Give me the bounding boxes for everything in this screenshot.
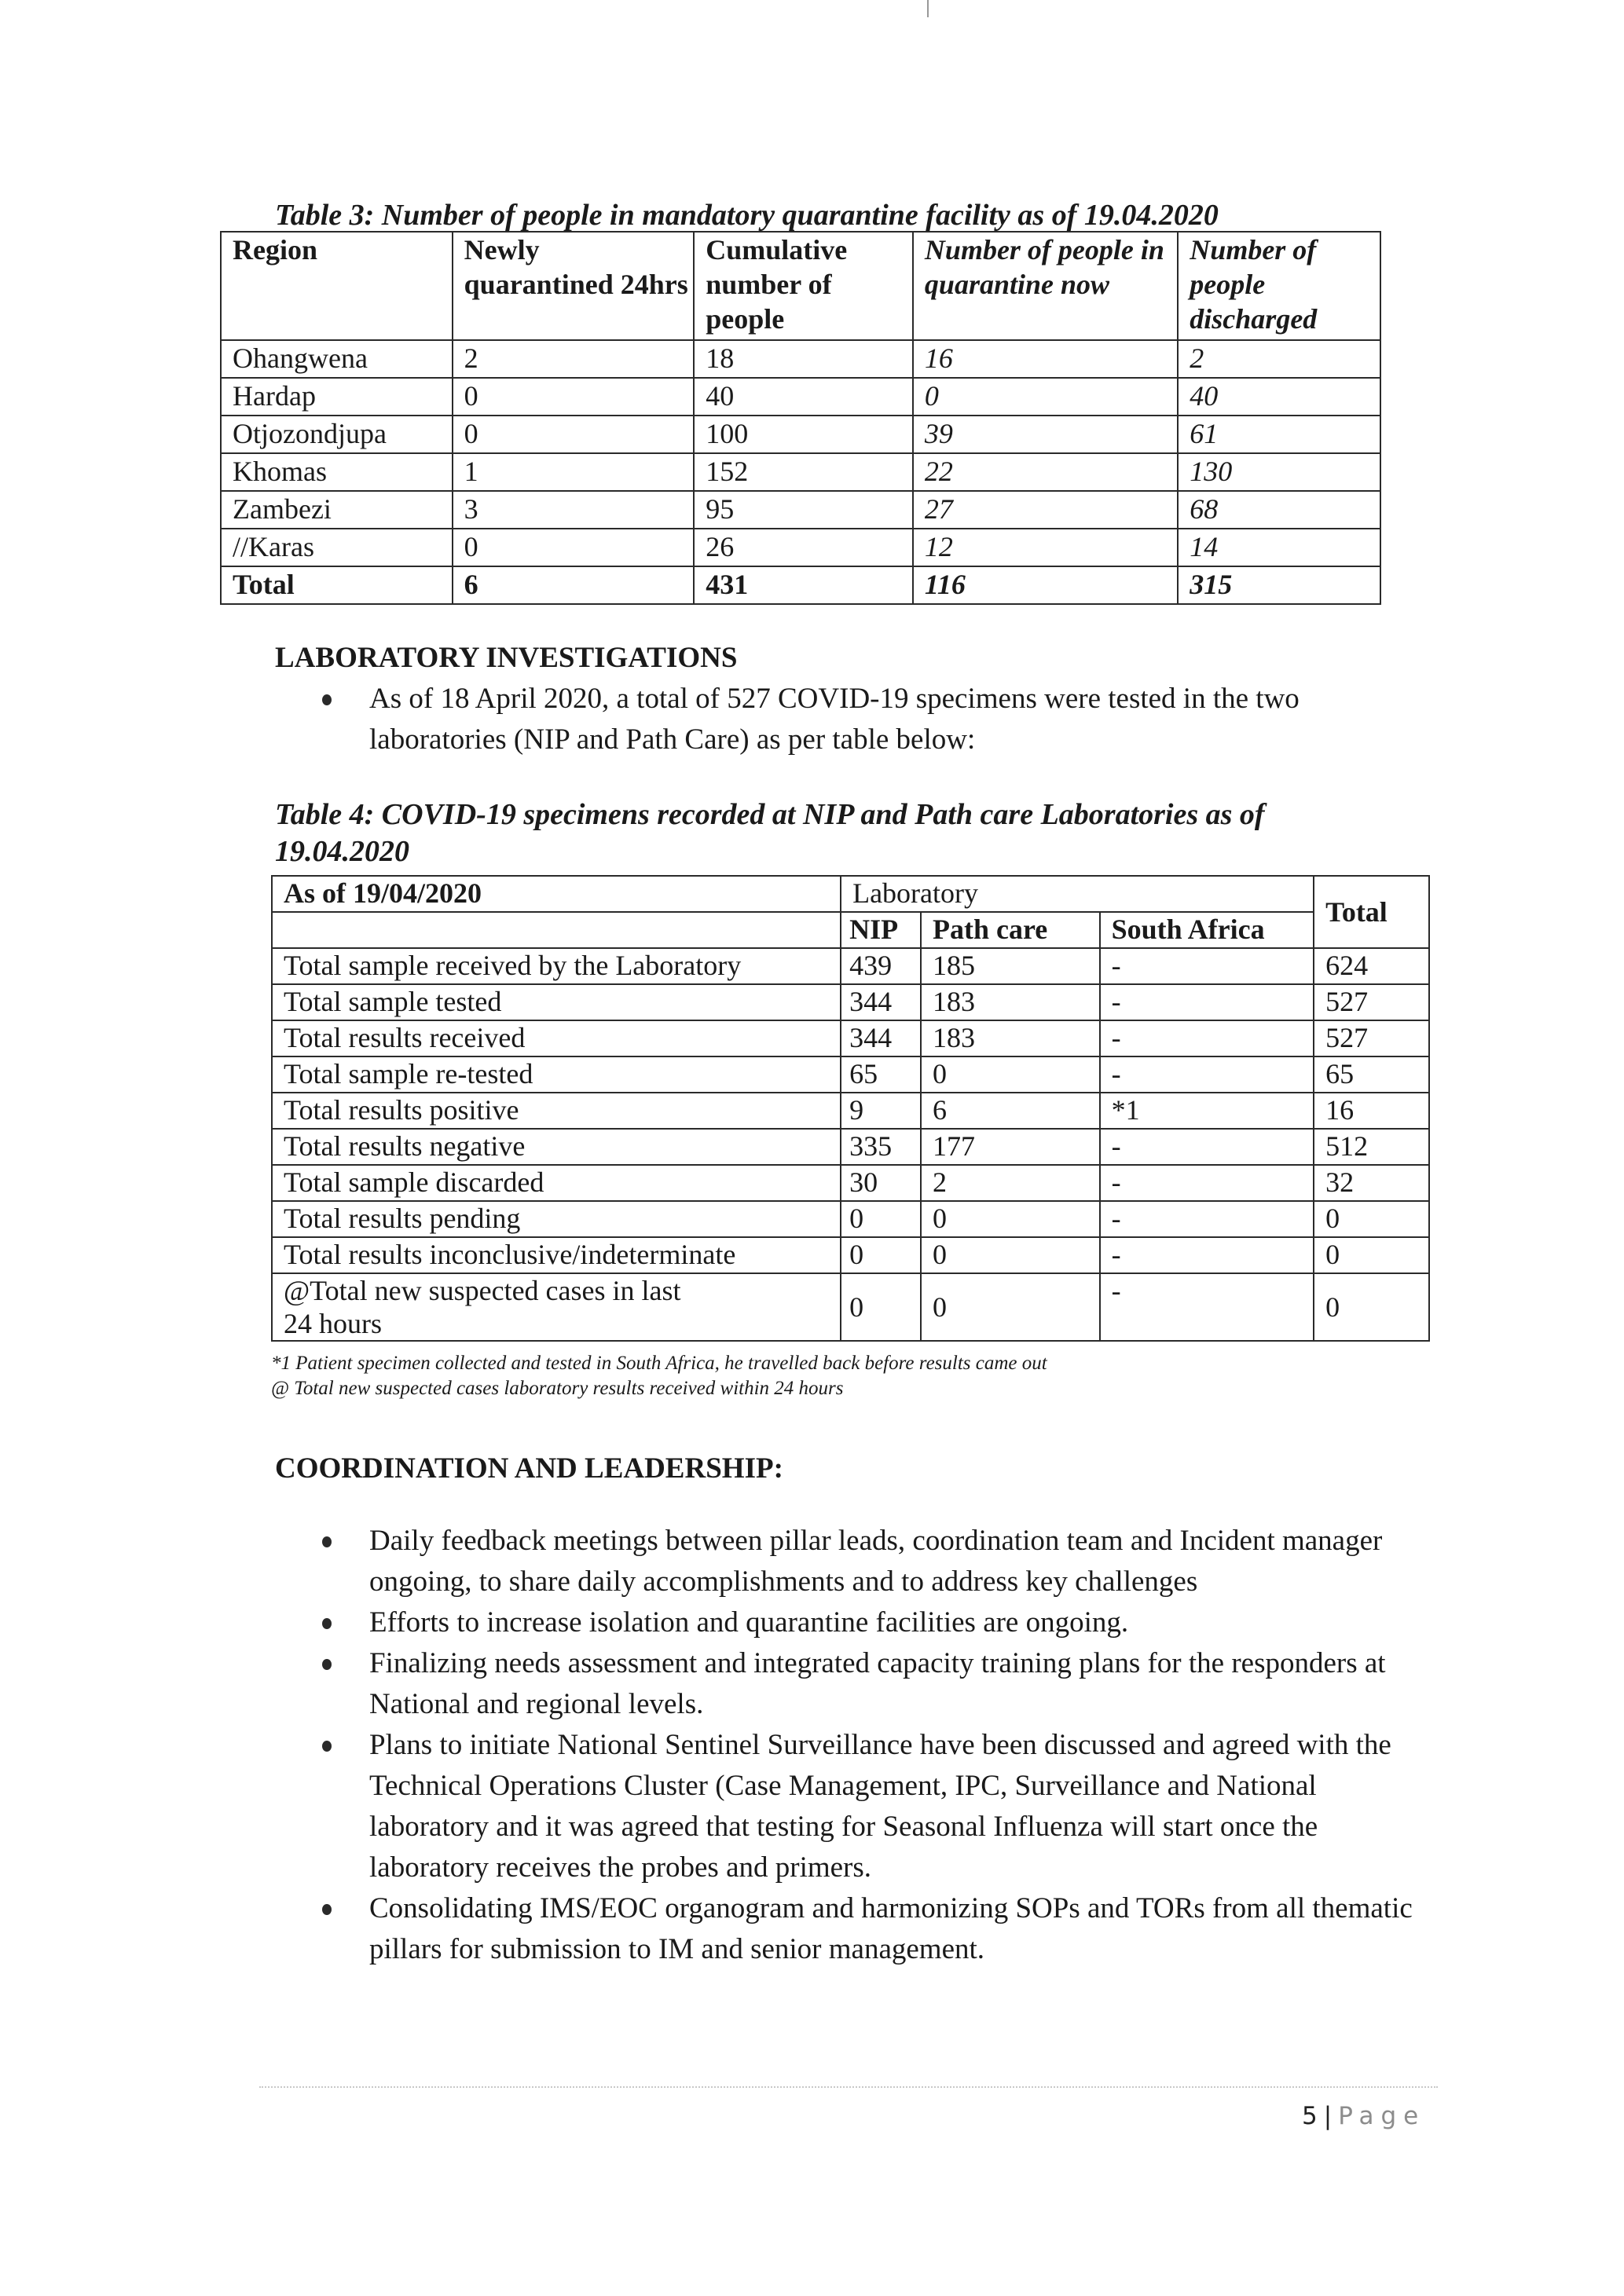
footnote-at: @ Total new suspected cases laboratory results received within 24 hours xyxy=(271,1378,844,1399)
list-item xyxy=(275,1725,1438,1888)
bullet-icon xyxy=(322,1618,332,1629)
nip-cell: 9 xyxy=(841,1093,921,1129)
newly-cell: 0 xyxy=(453,416,695,453)
newly-cell: 0 xyxy=(453,529,695,566)
path-care-cell: 0 xyxy=(921,1201,1100,1237)
nip-cell: 335 xyxy=(841,1129,921,1165)
total-in-quarantine: 116 xyxy=(913,566,1178,604)
row-label: Total results negative xyxy=(272,1129,841,1165)
header-as-of: As of 19/04/2020 xyxy=(272,876,841,912)
quarantine-table xyxy=(220,231,1381,605)
lab-bullets xyxy=(275,679,1391,760)
nip-cell: 65 xyxy=(841,1056,921,1093)
region-cell: Zambezi xyxy=(221,491,453,529)
table-row xyxy=(221,340,1380,378)
total-cell: 0 xyxy=(1314,1237,1429,1273)
bullet-icon xyxy=(322,1904,332,1915)
path-care-cell: 185 xyxy=(921,948,1100,984)
total-cell: 0 xyxy=(1314,1201,1429,1237)
table-row xyxy=(272,948,1429,984)
nip-cell: 344 xyxy=(841,1020,921,1056)
col-header-region: Region xyxy=(221,232,453,340)
region-cell: //Karas xyxy=(221,529,453,566)
header-empty xyxy=(272,912,841,948)
header-path-care: Path care xyxy=(921,912,1100,948)
path-care-cell: 6 xyxy=(921,1093,1100,1129)
row-label: Total results received xyxy=(272,1020,841,1056)
bullet-text: Plans to initiate National Sentinel Surveillance have been discussed and agreed with the Technical Operations Cluster (Case Management, IPC, Surveillance and National laboratory and it was agreed that testing for Seasonal Influenza will start once the laboratory receives the probes and primers. xyxy=(369,1729,1391,1884)
south-africa-cell: - xyxy=(1100,1273,1314,1341)
header-south-africa: South Africa xyxy=(1100,912,1314,948)
in-quarantine-cell: 12 xyxy=(913,529,1178,566)
in-quarantine-cell: 0 xyxy=(913,378,1178,416)
discharged-cell: 14 xyxy=(1178,529,1380,566)
table-row xyxy=(272,1093,1429,1129)
nip-cell: 30 xyxy=(841,1165,921,1201)
newly-cell: 0 xyxy=(453,378,695,416)
row-label: @Total new suspected cases in last 24 hours xyxy=(272,1273,841,1341)
table-row xyxy=(272,1020,1429,1056)
table-row xyxy=(272,1056,1429,1093)
total-label: Total xyxy=(221,566,453,604)
table4-caption-line2: 19.04.2020 xyxy=(275,835,409,868)
south-africa-cell: - xyxy=(1100,1165,1314,1201)
bullet-text: Consolidating IMS/EOC organogram and harmonizing SOPs and TORs from all thematic pillars for submission to IM and senior management. xyxy=(369,1892,1413,1965)
table-row xyxy=(272,1129,1429,1165)
list-item xyxy=(275,679,1391,760)
col-header-newly: Newly quarantined 24hrs xyxy=(453,232,695,340)
discharged-cell: 68 xyxy=(1178,491,1380,529)
discharged-cell: 40 xyxy=(1178,378,1380,416)
total-cell: 624 xyxy=(1314,948,1429,984)
south-africa-cell: - xyxy=(1100,1020,1314,1056)
path-care-cell: 2 xyxy=(921,1165,1100,1201)
bullet-text: Efforts to increase isolation and quarantine facilities are ongoing. xyxy=(369,1606,1129,1639)
path-care-cell: 0 xyxy=(921,1056,1100,1093)
table-row xyxy=(221,529,1380,566)
region-cell: Otjozondjupa xyxy=(221,416,453,453)
table-row xyxy=(272,1237,1429,1273)
table-subheader-row xyxy=(272,912,1429,948)
table-row xyxy=(221,491,1380,529)
newly-cell: 3 xyxy=(453,491,695,529)
table-header-row xyxy=(221,232,1380,340)
table-row xyxy=(272,1165,1429,1201)
total-cell: 527 xyxy=(1314,1020,1429,1056)
nip-cell: 0 xyxy=(841,1237,921,1273)
list-item xyxy=(275,1521,1438,1602)
lab-specimens-table xyxy=(271,875,1430,1342)
total-cell: 527 xyxy=(1314,984,1429,1020)
nip-cell: 439 xyxy=(841,948,921,984)
bullet-icon xyxy=(322,1741,332,1752)
table-row xyxy=(221,453,1380,491)
bullet-icon xyxy=(322,1659,332,1670)
footer-divider xyxy=(259,2086,1438,2088)
list-item xyxy=(275,1888,1438,1970)
discharged-cell: 130 xyxy=(1178,453,1380,491)
table-row xyxy=(272,1273,1429,1341)
row-label: Total sample received by the Laboratory xyxy=(272,948,841,984)
south-africa-cell: - xyxy=(1100,1237,1314,1273)
in-quarantine-cell: 22 xyxy=(913,453,1178,491)
total-cell: 512 xyxy=(1314,1129,1429,1165)
lab-heading: LABORATORY INVESTIGATIONS xyxy=(275,642,738,674)
cumulative-cell: 40 xyxy=(694,378,913,416)
discharged-cell: 2 xyxy=(1178,340,1380,378)
row-label: Total results inconclusive/indeterminate xyxy=(272,1237,841,1273)
south-africa-cell: - xyxy=(1100,948,1314,984)
row-label: Total sample re-tested xyxy=(272,1056,841,1093)
row-label: Total results positive xyxy=(272,1093,841,1129)
row-label: Total results pending xyxy=(272,1201,841,1237)
total-cell: 0 xyxy=(1314,1273,1429,1341)
path-care-cell: 183 xyxy=(921,1020,1100,1056)
table-row xyxy=(221,416,1380,453)
nip-cell: 344 xyxy=(841,984,921,1020)
table3-caption: Table 3: Number of people in mandatory quarantine facility as of 19.04.2020 xyxy=(275,199,1219,232)
path-care-cell: 0 xyxy=(921,1237,1100,1273)
total-row xyxy=(221,566,1380,604)
region-cell: Khomas xyxy=(221,453,453,491)
col-header-cumulative: Cumulative number of people xyxy=(694,232,913,340)
total-cell: 32 xyxy=(1314,1165,1429,1201)
total-cell: 65 xyxy=(1314,1056,1429,1093)
total-cumulative: 431 xyxy=(694,566,913,604)
coordination-bullets xyxy=(275,1521,1438,1970)
col-header-discharged: Number of people discharged xyxy=(1178,232,1380,340)
page-label: Page xyxy=(1338,2102,1426,2130)
table-row xyxy=(221,378,1380,416)
cumulative-cell: 26 xyxy=(694,529,913,566)
bullet-text: Finalizing needs assessment and integrated capacity training plans for the responders at National and regional levels. xyxy=(369,1647,1386,1720)
path-care-cell: 177 xyxy=(921,1129,1100,1165)
nip-cell: 0 xyxy=(841,1273,921,1341)
in-quarantine-cell: 16 xyxy=(913,340,1178,378)
cumulative-cell: 152 xyxy=(694,453,913,491)
header-laboratory: Laboratory xyxy=(841,876,1314,912)
newly-cell: 2 xyxy=(453,340,695,378)
south-africa-cell: - xyxy=(1100,984,1314,1020)
table-row xyxy=(272,1201,1429,1237)
table-header-row xyxy=(272,876,1429,912)
header-total: Total xyxy=(1314,876,1429,948)
list-item xyxy=(275,1643,1438,1725)
page-number-value: 5 xyxy=(1302,2102,1318,2130)
scan-mark xyxy=(927,0,929,17)
region-cell: Ohangwena xyxy=(221,340,453,378)
nip-cell: 0 xyxy=(841,1201,921,1237)
row-label: Total sample discarded xyxy=(272,1165,841,1201)
coordination-heading: COORDINATION AND LEADERSHIP: xyxy=(275,1452,783,1485)
page-number xyxy=(1302,2102,1425,2130)
south-africa-cell: - xyxy=(1100,1129,1314,1165)
in-quarantine-cell: 39 xyxy=(913,416,1178,453)
newly-cell: 1 xyxy=(453,453,695,491)
page-separator: | xyxy=(1323,2102,1333,2130)
total-discharged: 315 xyxy=(1178,566,1380,604)
path-care-cell: 183 xyxy=(921,984,1100,1020)
region-cell: Hardap xyxy=(221,378,453,416)
south-africa-cell: - xyxy=(1100,1056,1314,1093)
table4-caption-line1: Table 4: COVID-19 specimens recorded at NIP and Path care Laboratories as of xyxy=(275,798,1265,831)
south-africa-cell: *1 xyxy=(1100,1093,1314,1129)
path-care-cell: 0 xyxy=(921,1273,1100,1341)
bullet-text: Daily feedback meetings between pillar leads, coordination team and Incident manager ongoing, to share daily accomplishments and to address key challenges xyxy=(369,1525,1383,1598)
total-newly: 6 xyxy=(453,566,695,604)
cumulative-cell: 95 xyxy=(694,491,913,529)
discharged-cell: 61 xyxy=(1178,416,1380,453)
in-quarantine-cell: 27 xyxy=(913,491,1178,529)
south-africa-cell: - xyxy=(1100,1201,1314,1237)
footnote-star: *1 Patient specimen collected and tested in South Africa, he travelled back before results came out xyxy=(271,1353,1047,1374)
cumulative-cell: 100 xyxy=(694,416,913,453)
total-cell: 16 xyxy=(1314,1093,1429,1129)
bullet-icon xyxy=(322,694,332,705)
bullet-icon xyxy=(322,1536,332,1547)
bullet-text: As of 18 April 2020, a total of 527 COVID-19 specimens were tested in the two laboratories (NIP and Path Care) as per table below: xyxy=(369,683,1300,756)
list-item xyxy=(275,1602,1438,1643)
header-nip: NIP xyxy=(841,912,921,948)
cumulative-cell: 18 xyxy=(694,340,913,378)
col-header-in-quarantine: Number of people in quarantine now xyxy=(913,232,1178,340)
row-label: Total sample tested xyxy=(272,984,841,1020)
table-row xyxy=(272,984,1429,1020)
